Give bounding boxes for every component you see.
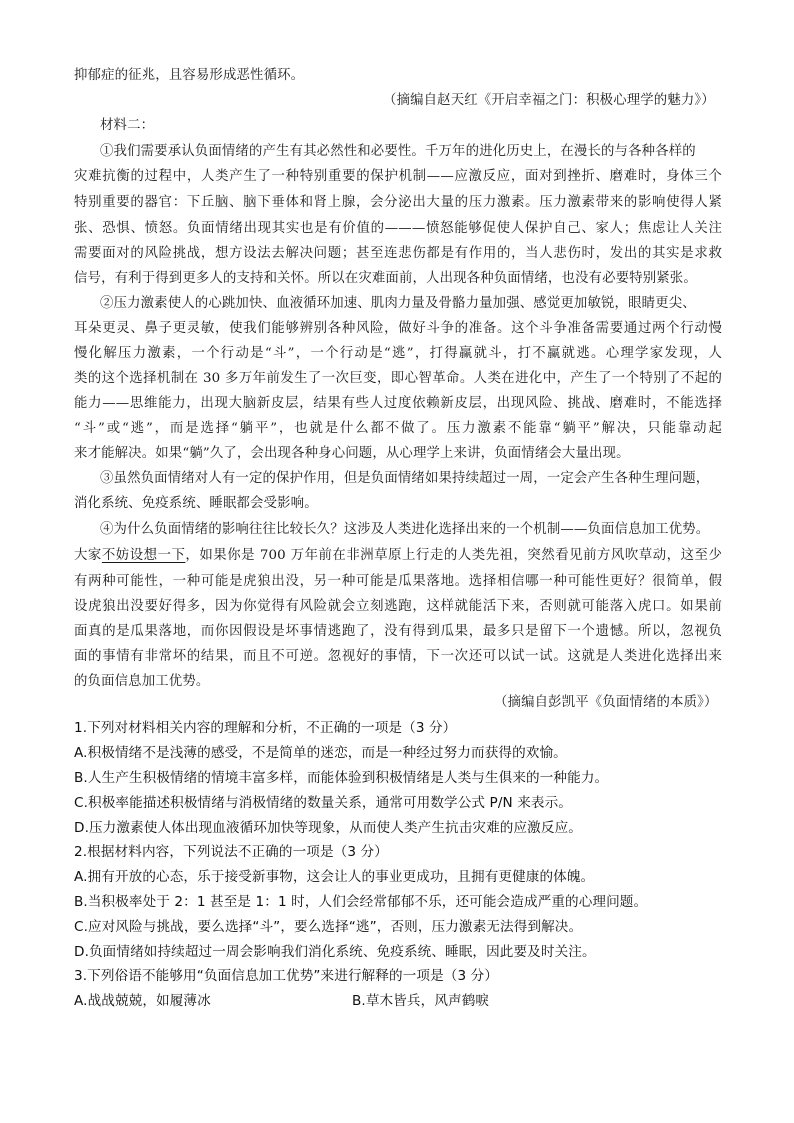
underlined-phrase: 不妨设想一下 bbox=[101, 548, 186, 563]
question-2-option-c: C.应对风险与挑战，要么选择“斗”，要么选择“逃”，否则，压力激素无法得到解决。 bbox=[74, 919, 583, 935]
para1-line: 张、恐惧、愤怒。负面情绪出现其实也是有价值的———愤怒能够促使人保护自己、家人；焦虑让人关注 bbox=[74, 221, 722, 236]
para4-line: 的负面信息加工优势。 bbox=[74, 674, 210, 689]
para2-line: 耳朵更灵、鼻子更灵敏，使我们能够辨别各种风险，做好斗争的准备。这个斗争准备需要通过两个行动慢 bbox=[74, 321, 722, 336]
passage-intro-tail: 抑郁症的征兆，且容易形成恶性循环。 bbox=[74, 68, 305, 83]
text-run: ，如果你是 700 万年前在非洲草原上行走的人类先祖，突然看见前方风吹草动，这至少 bbox=[185, 548, 722, 563]
material-2-heading: 材料二： bbox=[100, 118, 155, 133]
para4-line: 面的事情有非常坏的结果，而且不可逆。忽视好的事情，下一次还可以试一试。这就是人类进化选择出来 bbox=[74, 649, 722, 664]
para2-line: 慢化解压力激素，一个行动是“斗”，一个行动是“逃”，打得赢就斗，打不赢就逃。心理学家发现，人 bbox=[74, 346, 722, 361]
para4-line bbox=[74, 544, 722, 563]
question-2-option-d: D.负面情绪如持续超过一周会影响我们消化系统、免疫系统、睡眠，因此要及时关注。 bbox=[74, 944, 596, 960]
para4-line: 有两种可能性，一种可能是虎狼出没，另一种可能是瓜果落地。选择相信哪一种可能性更好？很简单，假 bbox=[74, 574, 722, 589]
question-1-option-a: A.积极情绪不是浅薄的感受，不是简单的迷恋，而是一种经过努力而获得的欢愉。 bbox=[74, 745, 567, 761]
question-3-option-a: A.战战兢兢，如履薄冰 bbox=[74, 993, 211, 1009]
para4-line: 设虎狼出没要好得多，因为你觉得有风险就会立刻逃跑，这样就能活下来，否则就可能落入虎口。如果前 bbox=[74, 599, 722, 614]
para3-line: 消化系统、免疫系统、睡眠都会受影响。 bbox=[74, 496, 318, 511]
para4-line: ④为什么负面情绪的影响往往比较长久？这涉及人类进化选择出来的一个机制——负面信息加工优势。 bbox=[100, 522, 710, 537]
question-1-stem: 1.下列对材料相关内容的理解和分析，不正确的一项是（3 分） bbox=[74, 720, 457, 736]
para1-line: 灾难抗衡的过程中，人类产生了一种特别重要的保护机制——应激反应，面对到挫折、磨难时，身体三个 bbox=[74, 169, 722, 184]
para3-line: ③虽然负面情绪对人有一定的保护作用，但是负面情绪如果持续超过一周，一定会产生各种生理问题， bbox=[100, 471, 710, 486]
question-3-stem: 3.下列俗语不能够用“负面信息加工优势”来进行解释的一项是（3 分） bbox=[74, 968, 499, 984]
source-citation-2: （摘编自彭凯平《负面情绪的本质》） bbox=[494, 695, 718, 710]
question-2-option-a: A.拥有开放的心态，乐于接受新事物，这会让人的事业更成功，且拥有更健康的体魄。 bbox=[74, 869, 595, 885]
para1-line: 信号，有利于得到更多人的支持和关怀。所以在灾难面前，人出现各种负面情绪，也没有必要特别紧张。 bbox=[74, 271, 697, 286]
para2-line: “斗”或“逃”，而是选择“躺平”，也就是什么都不做了。压力激素不能靠“躺平”解决，只能靠动起 bbox=[74, 421, 722, 436]
para1-line: ①我们需要承认负面情绪的产生有其必然性和必要性。千万年的进化历史上，在漫长的与各种各样的 bbox=[100, 144, 696, 159]
question-2-stem: 2.根据材料内容，下列说法不正确的一项是（3 分） bbox=[74, 844, 388, 860]
question-1-option-d: D.压力激素使人体出现血液循环加快等现象，从而使人类产生抗击灾难的应激反应。 bbox=[74, 820, 582, 836]
para2-line: 类的这个选择机制在 30 多万年前发生了一次巨变，即心智革命。人类在进化中，产生了一个特别了不起的 bbox=[74, 371, 722, 386]
para2-line: ②压力激素使人的心跳加快、血液循环加速、肌肉力量及骨骼力量加强、感觉更加敏锐，眼睛更尖、 bbox=[100, 296, 696, 311]
text-run: 大家 bbox=[74, 548, 102, 563]
question-2-option-b: B.当积极率处于 2：1 甚至是 1：1 时，人们会经常郁郁不乐，还可能会造成严重的心理问题。 bbox=[74, 894, 648, 910]
para1-line: 特别重要的器官：下丘脑、脑下垂体和肾上腺，会分泌出大量的压力激素。压力激素带来的影响使得人紧 bbox=[74, 195, 722, 210]
para1-line: 需要面对的风险挑战，想方设法去解决问题；甚至连悲伤都是有作用的，当人悲伤时，发出的其实是求救 bbox=[74, 246, 722, 261]
source-citation-1: （摘编自赵天红《开启幸福之门：积极心理学的魅力》） bbox=[383, 93, 715, 108]
question-1-option-c: C.积极率能描述积极情绪与消极情绪的数量关系，通常可用数学公式 P/N 来表示。 bbox=[74, 795, 572, 811]
question-1-option-b: B.人生产生积极情绪的情境丰富多样，而能体验到积极情绪是人类与生俱来的一种能力。 bbox=[74, 770, 609, 786]
question-3-option-b: B.草木皆兵，风声鹤唳 bbox=[352, 993, 490, 1009]
para2-line: 能力——思维能力，出现大脑新皮层，结果有些人过度依赖新皮层，出现风险、挑战、磨难时，不能选择 bbox=[74, 396, 722, 411]
para4-line: 面真的是瓜果落地，而你因假设是坏事情逃跑了，没有得到瓜果，最多只是留下一个遗憾。所以，忽视负 bbox=[74, 624, 722, 639]
para2-line: 来才能解决。如果“躺”久了，会出现各种身心问题，从心理学上来讲，负面情绪会大量出现。 bbox=[74, 446, 630, 461]
